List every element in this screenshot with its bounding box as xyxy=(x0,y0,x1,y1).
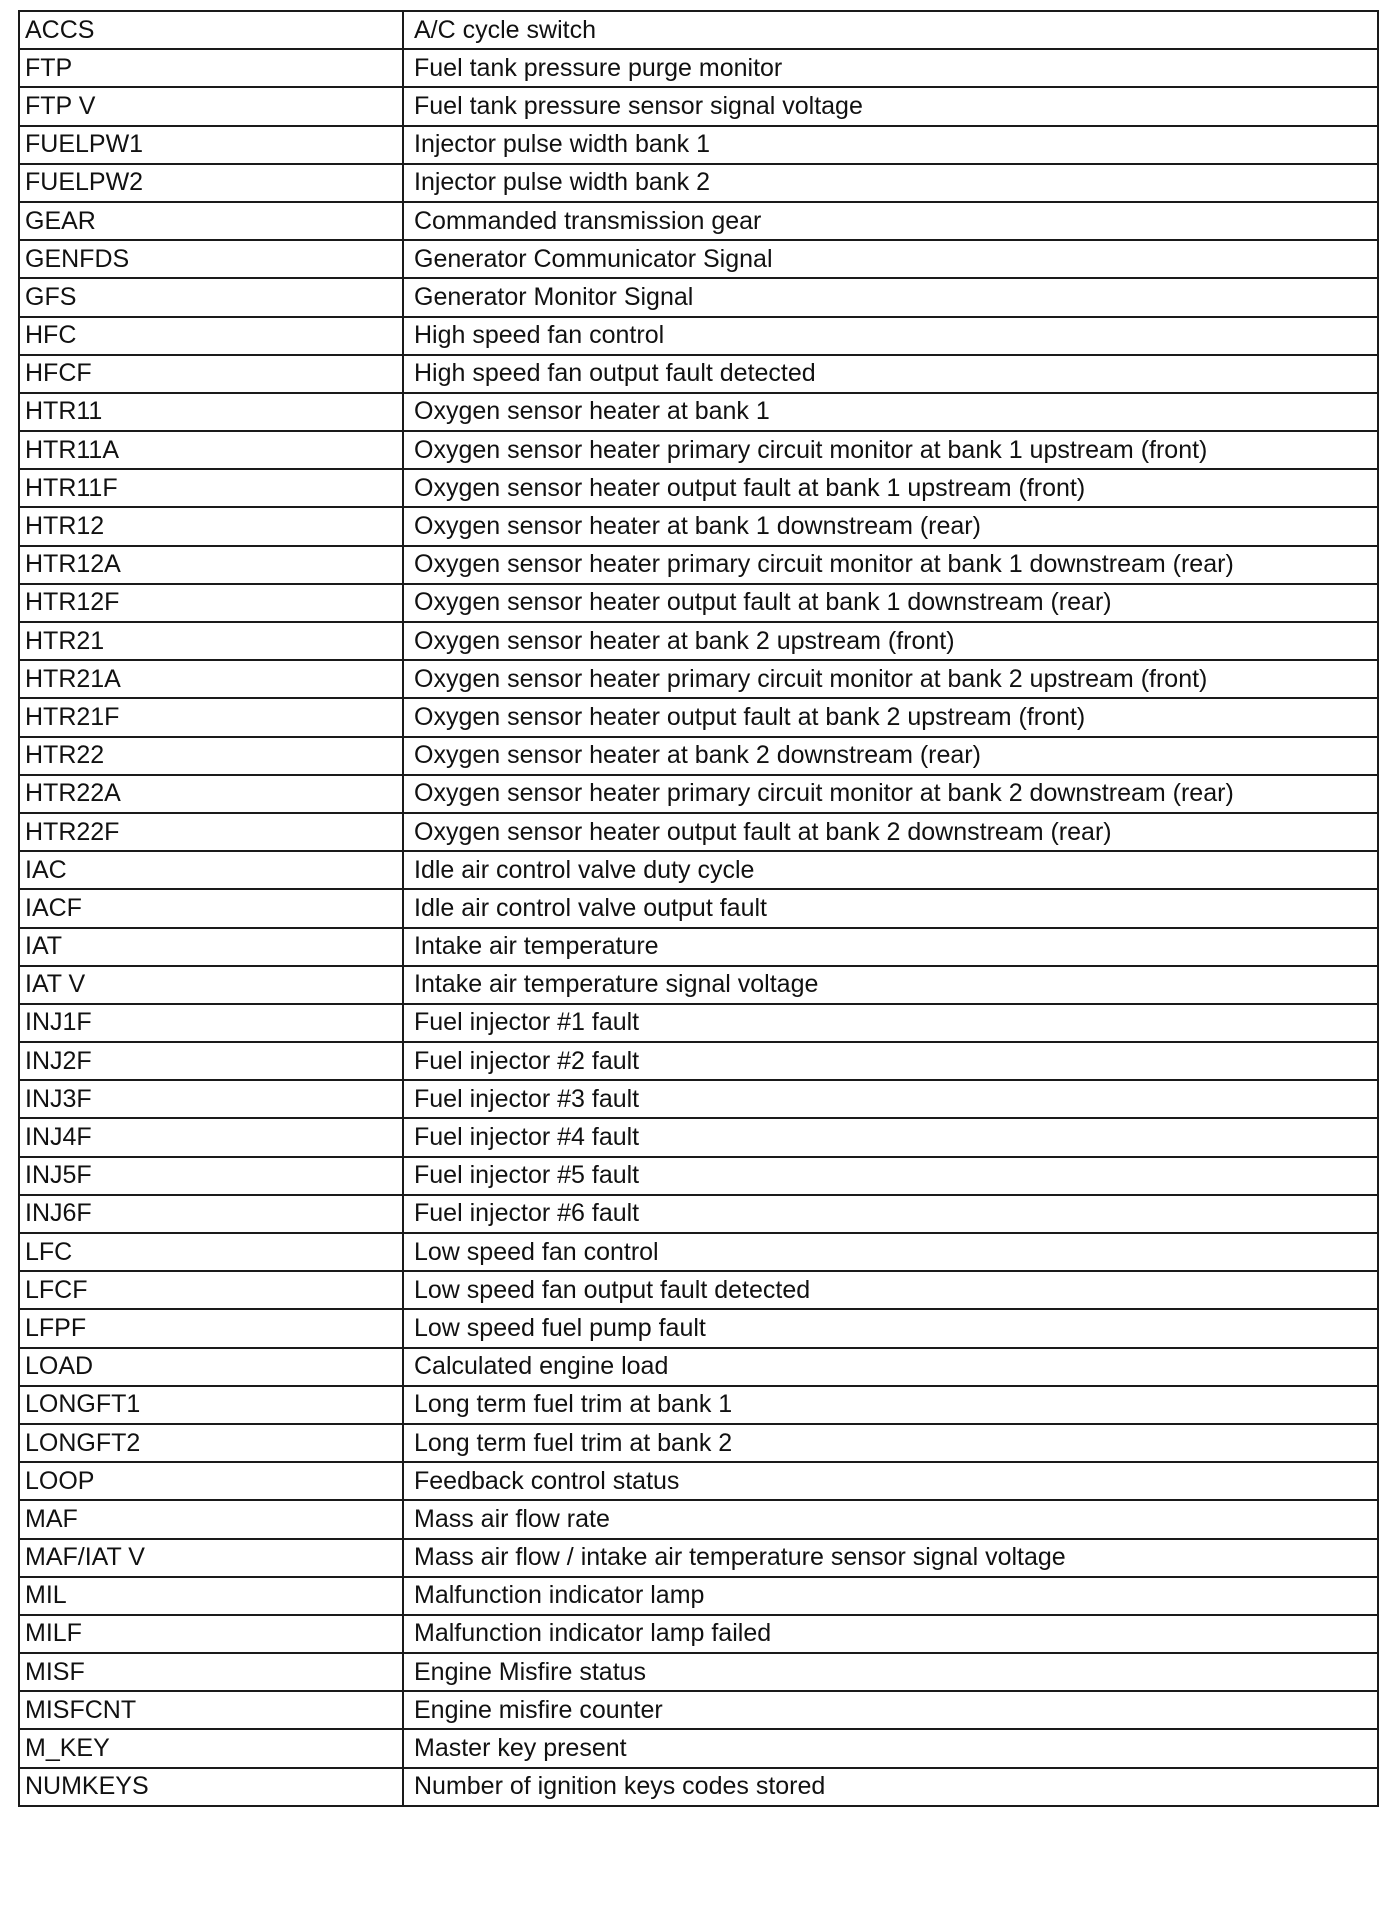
table-row xyxy=(19,278,1378,316)
pid-description-cell: Fuel injector #2 fault xyxy=(403,1042,1378,1080)
pid-code-cell: HTR21F xyxy=(19,698,403,736)
pid-code-cell: FUELPW1 xyxy=(19,126,403,164)
pid-code-cell: MAF/IAT V xyxy=(19,1539,403,1577)
pid-description-cell: Oxygen sensor heater output fault at bank 2 downstream (rear) xyxy=(403,813,1378,851)
table-row xyxy=(19,1386,1378,1424)
pid-description-cell: Malfunction indicator lamp failed xyxy=(403,1615,1378,1653)
pid-description-cell: Fuel tank pressure purge monitor xyxy=(403,49,1378,87)
table-row xyxy=(19,1195,1378,1233)
pid-description-cell: Number of ignition keys codes stored xyxy=(403,1768,1378,1806)
pid-code-cell: HTR11F xyxy=(19,469,403,507)
pid-description-cell: Engine Misfire status xyxy=(403,1653,1378,1691)
pid-description-cell: Fuel injector #6 fault xyxy=(403,1195,1378,1233)
table-row xyxy=(19,202,1378,240)
table-row xyxy=(19,1118,1378,1156)
pid-code-cell: INJ3F xyxy=(19,1080,403,1118)
table-row xyxy=(19,1309,1378,1347)
pid-table xyxy=(18,10,1379,1807)
table-row xyxy=(19,1539,1378,1577)
pid-code-cell: GEAR xyxy=(19,202,403,240)
pid-code-cell: GENFDS xyxy=(19,240,403,278)
pid-code-cell: HTR21A xyxy=(19,660,403,698)
pid-code-cell: MILF xyxy=(19,1615,403,1653)
pid-code-cell: HTR11A xyxy=(19,431,403,469)
pid-description-cell: Fuel injector #1 fault xyxy=(403,1004,1378,1042)
pid-description-cell: High speed fan control xyxy=(403,317,1378,355)
pid-description-cell: Injector pulse width bank 1 xyxy=(403,126,1378,164)
table-row xyxy=(19,1768,1378,1806)
pid-description-cell: Oxygen sensor heater at bank 2 upstream (front) xyxy=(403,622,1378,660)
pid-description-cell: Engine misfire counter xyxy=(403,1691,1378,1729)
table-row xyxy=(19,1424,1378,1462)
pid-description-cell: Fuel tank pressure sensor signal voltage xyxy=(403,87,1378,125)
table-row xyxy=(19,966,1378,1004)
pid-description-cell: Fuel injector #5 fault xyxy=(403,1157,1378,1195)
pid-code-cell: LOOP xyxy=(19,1462,403,1500)
pid-description-cell: Long term fuel trim at bank 1 xyxy=(403,1386,1378,1424)
pid-description-cell: Idle air control valve duty cycle xyxy=(403,851,1378,889)
pid-code-cell: HTR21 xyxy=(19,622,403,660)
pid-description-cell: Oxygen sensor heater at bank 1 xyxy=(403,393,1378,431)
table-row xyxy=(19,317,1378,355)
table-row xyxy=(19,11,1378,49)
pid-code-cell: M_KEY xyxy=(19,1729,403,1767)
pid-description-cell: Feedback control status xyxy=(403,1462,1378,1500)
pid-description-cell: High speed fan output fault detected xyxy=(403,355,1378,393)
pid-code-cell: LFCF xyxy=(19,1271,403,1309)
pid-code-cell: FTP V xyxy=(19,87,403,125)
table-row xyxy=(19,622,1378,660)
pid-code-cell: FUELPW2 xyxy=(19,164,403,202)
table-row xyxy=(19,1080,1378,1118)
table-row xyxy=(19,49,1378,87)
table-row xyxy=(19,1348,1378,1386)
pid-code-cell: HTR22F xyxy=(19,813,403,851)
pid-code-cell: HTR12F xyxy=(19,584,403,622)
table-row xyxy=(19,1004,1378,1042)
pid-code-cell: IACF xyxy=(19,889,403,927)
pid-description-cell: Oxygen sensor heater primary circuit monitor at bank 1 upstream (front) xyxy=(403,431,1378,469)
pid-description-cell: Fuel injector #3 fault xyxy=(403,1080,1378,1118)
pid-code-cell: HTR22 xyxy=(19,737,403,775)
pid-code-cell: ACCS xyxy=(19,11,403,49)
pid-description-cell: Oxygen sensor heater output fault at bank 2 upstream (front) xyxy=(403,698,1378,736)
table-row xyxy=(19,1233,1378,1271)
pid-code-cell: LFC xyxy=(19,1233,403,1271)
pid-code-cell: HTR11 xyxy=(19,393,403,431)
table-row xyxy=(19,660,1378,698)
pid-description-cell: Oxygen sensor heater primary circuit monitor at bank 2 upstream (front) xyxy=(403,660,1378,698)
table-row xyxy=(19,851,1378,889)
table-row xyxy=(19,1729,1378,1767)
pid-description-cell: Oxygen sensor heater primary circuit monitor at bank 1 downstream (rear) xyxy=(403,546,1378,584)
pid-description-cell: Long term fuel trim at bank 2 xyxy=(403,1424,1378,1462)
table-row xyxy=(19,1577,1378,1615)
table-row xyxy=(19,889,1378,927)
pid-code-cell: GFS xyxy=(19,278,403,316)
table-row xyxy=(19,126,1378,164)
pid-description-cell: Master key present xyxy=(403,1729,1378,1767)
pid-description-cell: Intake air temperature xyxy=(403,928,1378,966)
table-row xyxy=(19,355,1378,393)
pid-code-cell: HFCF xyxy=(19,355,403,393)
table-row xyxy=(19,775,1378,813)
table-row xyxy=(19,813,1378,851)
pid-code-cell: INJ6F xyxy=(19,1195,403,1233)
pid-code-cell: IAT V xyxy=(19,966,403,1004)
pid-description-cell: Idle air control valve output fault xyxy=(403,889,1378,927)
table-row xyxy=(19,737,1378,775)
pid-code-cell: INJ2F xyxy=(19,1042,403,1080)
pid-description-cell: Oxygen sensor heater output fault at bank 1 upstream (front) xyxy=(403,469,1378,507)
pid-description-cell: Low speed fuel pump fault xyxy=(403,1309,1378,1347)
pid-code-cell: HTR22A xyxy=(19,775,403,813)
pid-code-cell: HTR12A xyxy=(19,546,403,584)
pid-code-cell: MISF xyxy=(19,1653,403,1691)
pid-description-cell: Mass air flow rate xyxy=(403,1500,1378,1538)
pid-code-cell: INJ4F xyxy=(19,1118,403,1156)
table-row xyxy=(19,1157,1378,1195)
table-row xyxy=(19,240,1378,278)
pid-description-cell: A/C cycle switch xyxy=(403,11,1378,49)
pid-code-cell: IAT xyxy=(19,928,403,966)
pid-description-cell: Low speed fan control xyxy=(403,1233,1378,1271)
pid-code-cell: HTR12 xyxy=(19,507,403,545)
pid-code-cell: LOAD xyxy=(19,1348,403,1386)
pid-code-cell: LONGFT2 xyxy=(19,1424,403,1462)
pid-code-cell: MAF xyxy=(19,1500,403,1538)
pid-description-cell: Oxygen sensor heater at bank 2 downstream (rear) xyxy=(403,737,1378,775)
pid-code-cell: IAC xyxy=(19,851,403,889)
table-row xyxy=(19,546,1378,584)
pid-description-cell: Calculated engine load xyxy=(403,1348,1378,1386)
table-row xyxy=(19,1271,1378,1309)
table-row xyxy=(19,928,1378,966)
pid-description-cell: Low speed fan output fault detected xyxy=(403,1271,1378,1309)
pid-code-cell: INJ5F xyxy=(19,1157,403,1195)
pid-description-cell: Generator Communicator Signal xyxy=(403,240,1378,278)
pid-description-cell: Intake air temperature signal voltage xyxy=(403,966,1378,1004)
pid-description-cell: Commanded transmission gear xyxy=(403,202,1378,240)
pid-code-cell: NUMKEYS xyxy=(19,1768,403,1806)
table-row xyxy=(19,698,1378,736)
pid-description-cell: Oxygen sensor heater primary circuit monitor at bank 2 downstream (rear) xyxy=(403,775,1378,813)
pid-code-cell: MIL xyxy=(19,1577,403,1615)
pid-code-cell: LONGFT1 xyxy=(19,1386,403,1424)
pid-table-body xyxy=(19,11,1378,1806)
table-row xyxy=(19,431,1378,469)
pid-code-cell: INJ1F xyxy=(19,1004,403,1042)
pid-description-cell: Fuel injector #4 fault xyxy=(403,1118,1378,1156)
table-row xyxy=(19,1653,1378,1691)
table-row xyxy=(19,87,1378,125)
pid-code-cell: FTP xyxy=(19,49,403,87)
table-row xyxy=(19,1462,1378,1500)
pid-description-cell: Oxygen sensor heater output fault at bank 1 downstream (rear) xyxy=(403,584,1378,622)
table-row xyxy=(19,1691,1378,1729)
pid-description-cell: Malfunction indicator lamp xyxy=(403,1577,1378,1615)
pid-description-cell: Injector pulse width bank 2 xyxy=(403,164,1378,202)
pid-code-cell: HFC xyxy=(19,317,403,355)
pid-description-cell: Mass air flow / intake air temperature sensor signal voltage xyxy=(403,1539,1378,1577)
table-row xyxy=(19,584,1378,622)
pid-code-cell: MISFCNT xyxy=(19,1691,403,1729)
table-row xyxy=(19,164,1378,202)
table-row xyxy=(19,1042,1378,1080)
table-row xyxy=(19,507,1378,545)
pid-code-cell: LFPF xyxy=(19,1309,403,1347)
pid-description-cell: Oxygen sensor heater at bank 1 downstream (rear) xyxy=(403,507,1378,545)
table-row xyxy=(19,1500,1378,1538)
table-row xyxy=(19,469,1378,507)
table-row xyxy=(19,393,1378,431)
table-row xyxy=(19,1615,1378,1653)
pid-description-cell: Generator Monitor Signal xyxy=(403,278,1378,316)
